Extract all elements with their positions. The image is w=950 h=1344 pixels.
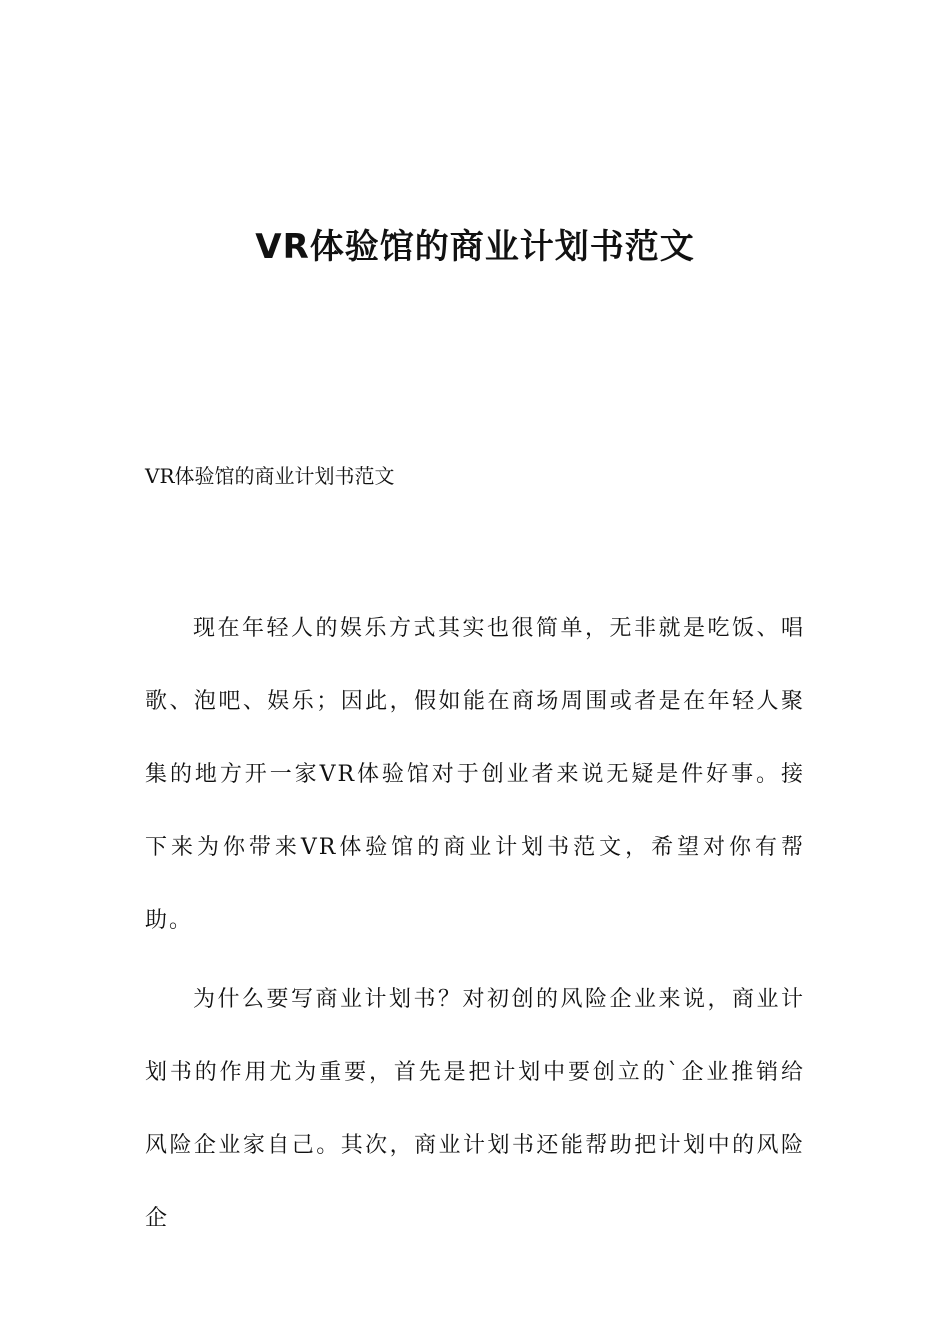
- paragraph-why-business-plan: 为什么要写商业计划书？对初创的风险企业来说，商业计划书的作用尤为重要，首先是把计划中要创立的`企业推销给风险企业家自己。其次，商业计划书还能帮助把计划中的风险企: [145, 987, 805, 1231]
- paragraph-intro: 现在年轻人的娱乐方式其实也很简单，无非就是吃饭、唱歌、泡吧、娱乐；因此，假如能在商场周围或者是在年轻人聚集的地方开一家VR体验馆对于创业者来说无疑是件好事。接下来为你带来VR体验馆的商业计划书范文，希望对你有帮助。: [145, 616, 805, 933]
- document-subtitle: VR体验馆的商业计划书范文: [145, 464, 395, 488]
- document-title: VR体验馆的商业计划书范文: [255, 227, 695, 267]
